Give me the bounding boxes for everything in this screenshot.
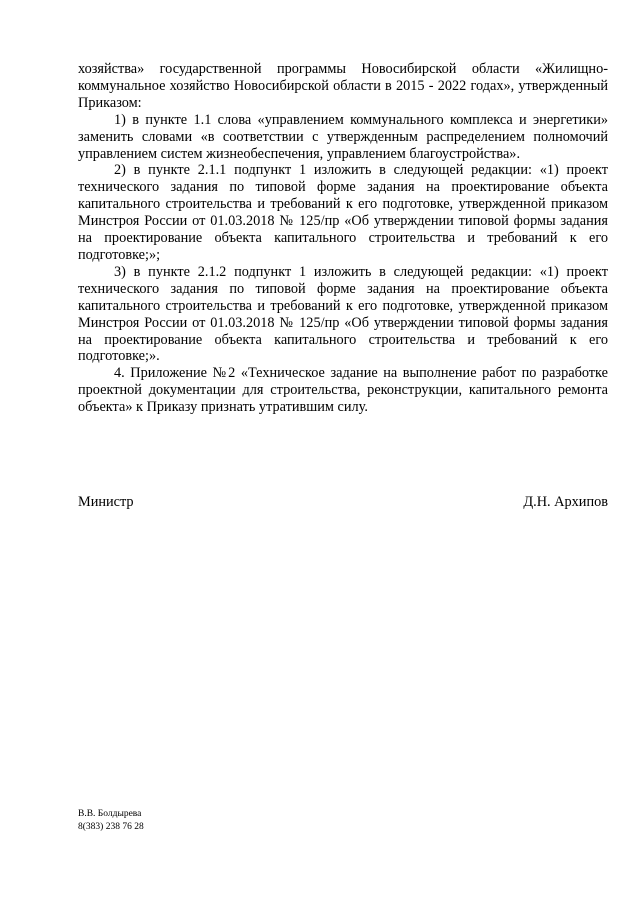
signature-block xyxy=(78,494,608,511)
paragraph-item-3: 3) в пункте 2.1.2 подпункт 1 изложить в следующей редакции: «1) проект технического задания по типовой форме задания на проектирование объекта капитального строительства и требований к его подготовке, утвержденной приказом Минстроя России от 01.03.2018 № 125/пр «Об утверждении типовой формы задания на проектирование объекта капитального строительства и требований к его подготовке;». xyxy=(78,263,608,365)
paragraph-continuation: хозяйства» государственной программы Новосибирской области «Жилищно-коммунальное хозяйство Новосибирской области в 2015 - 2022 годах», утвержденный Приказом: xyxy=(78,61,608,111)
paragraph-item-2: 2) в пункте 2.1.1 подпункт 1 изложить в следующей редакции: «1) проект технического задания по типовой форме задания на проектирование объекта капитального строительства и требований к его подготовке, утвержденной приказом Минстроя России от 01.03.2018 № 125/пр «Об утверждении типовой формы задания на проектирование объекта капитального строительства и требований к его подготовке;»; xyxy=(78,162,608,263)
signatory-position: Министр xyxy=(78,494,134,510)
document-body xyxy=(78,61,608,416)
executor-name: В.В. Болдырева xyxy=(78,809,142,819)
signatory-name: Д.Н. Архипов xyxy=(523,494,608,510)
executor-phone: 8(383) 238 76 28 xyxy=(78,821,144,832)
paragraph-item-1: 1) в пункте 1.1 слова «управлением коммунального комплекса и энергетики» заменить словами «в соответствии с утвержденным распределением полномочий управлением систем жизнеобеспечения, управлением благоустройства». xyxy=(78,111,608,162)
paragraph-item-4: 4. Приложение №2 «Техническое задание на выполнение работ по разработке проектной документации для строительства, реконструкции, капитального ремонта объекта» к Приказу признать утратившим силу. xyxy=(78,365,608,416)
executor-block xyxy=(78,808,144,833)
